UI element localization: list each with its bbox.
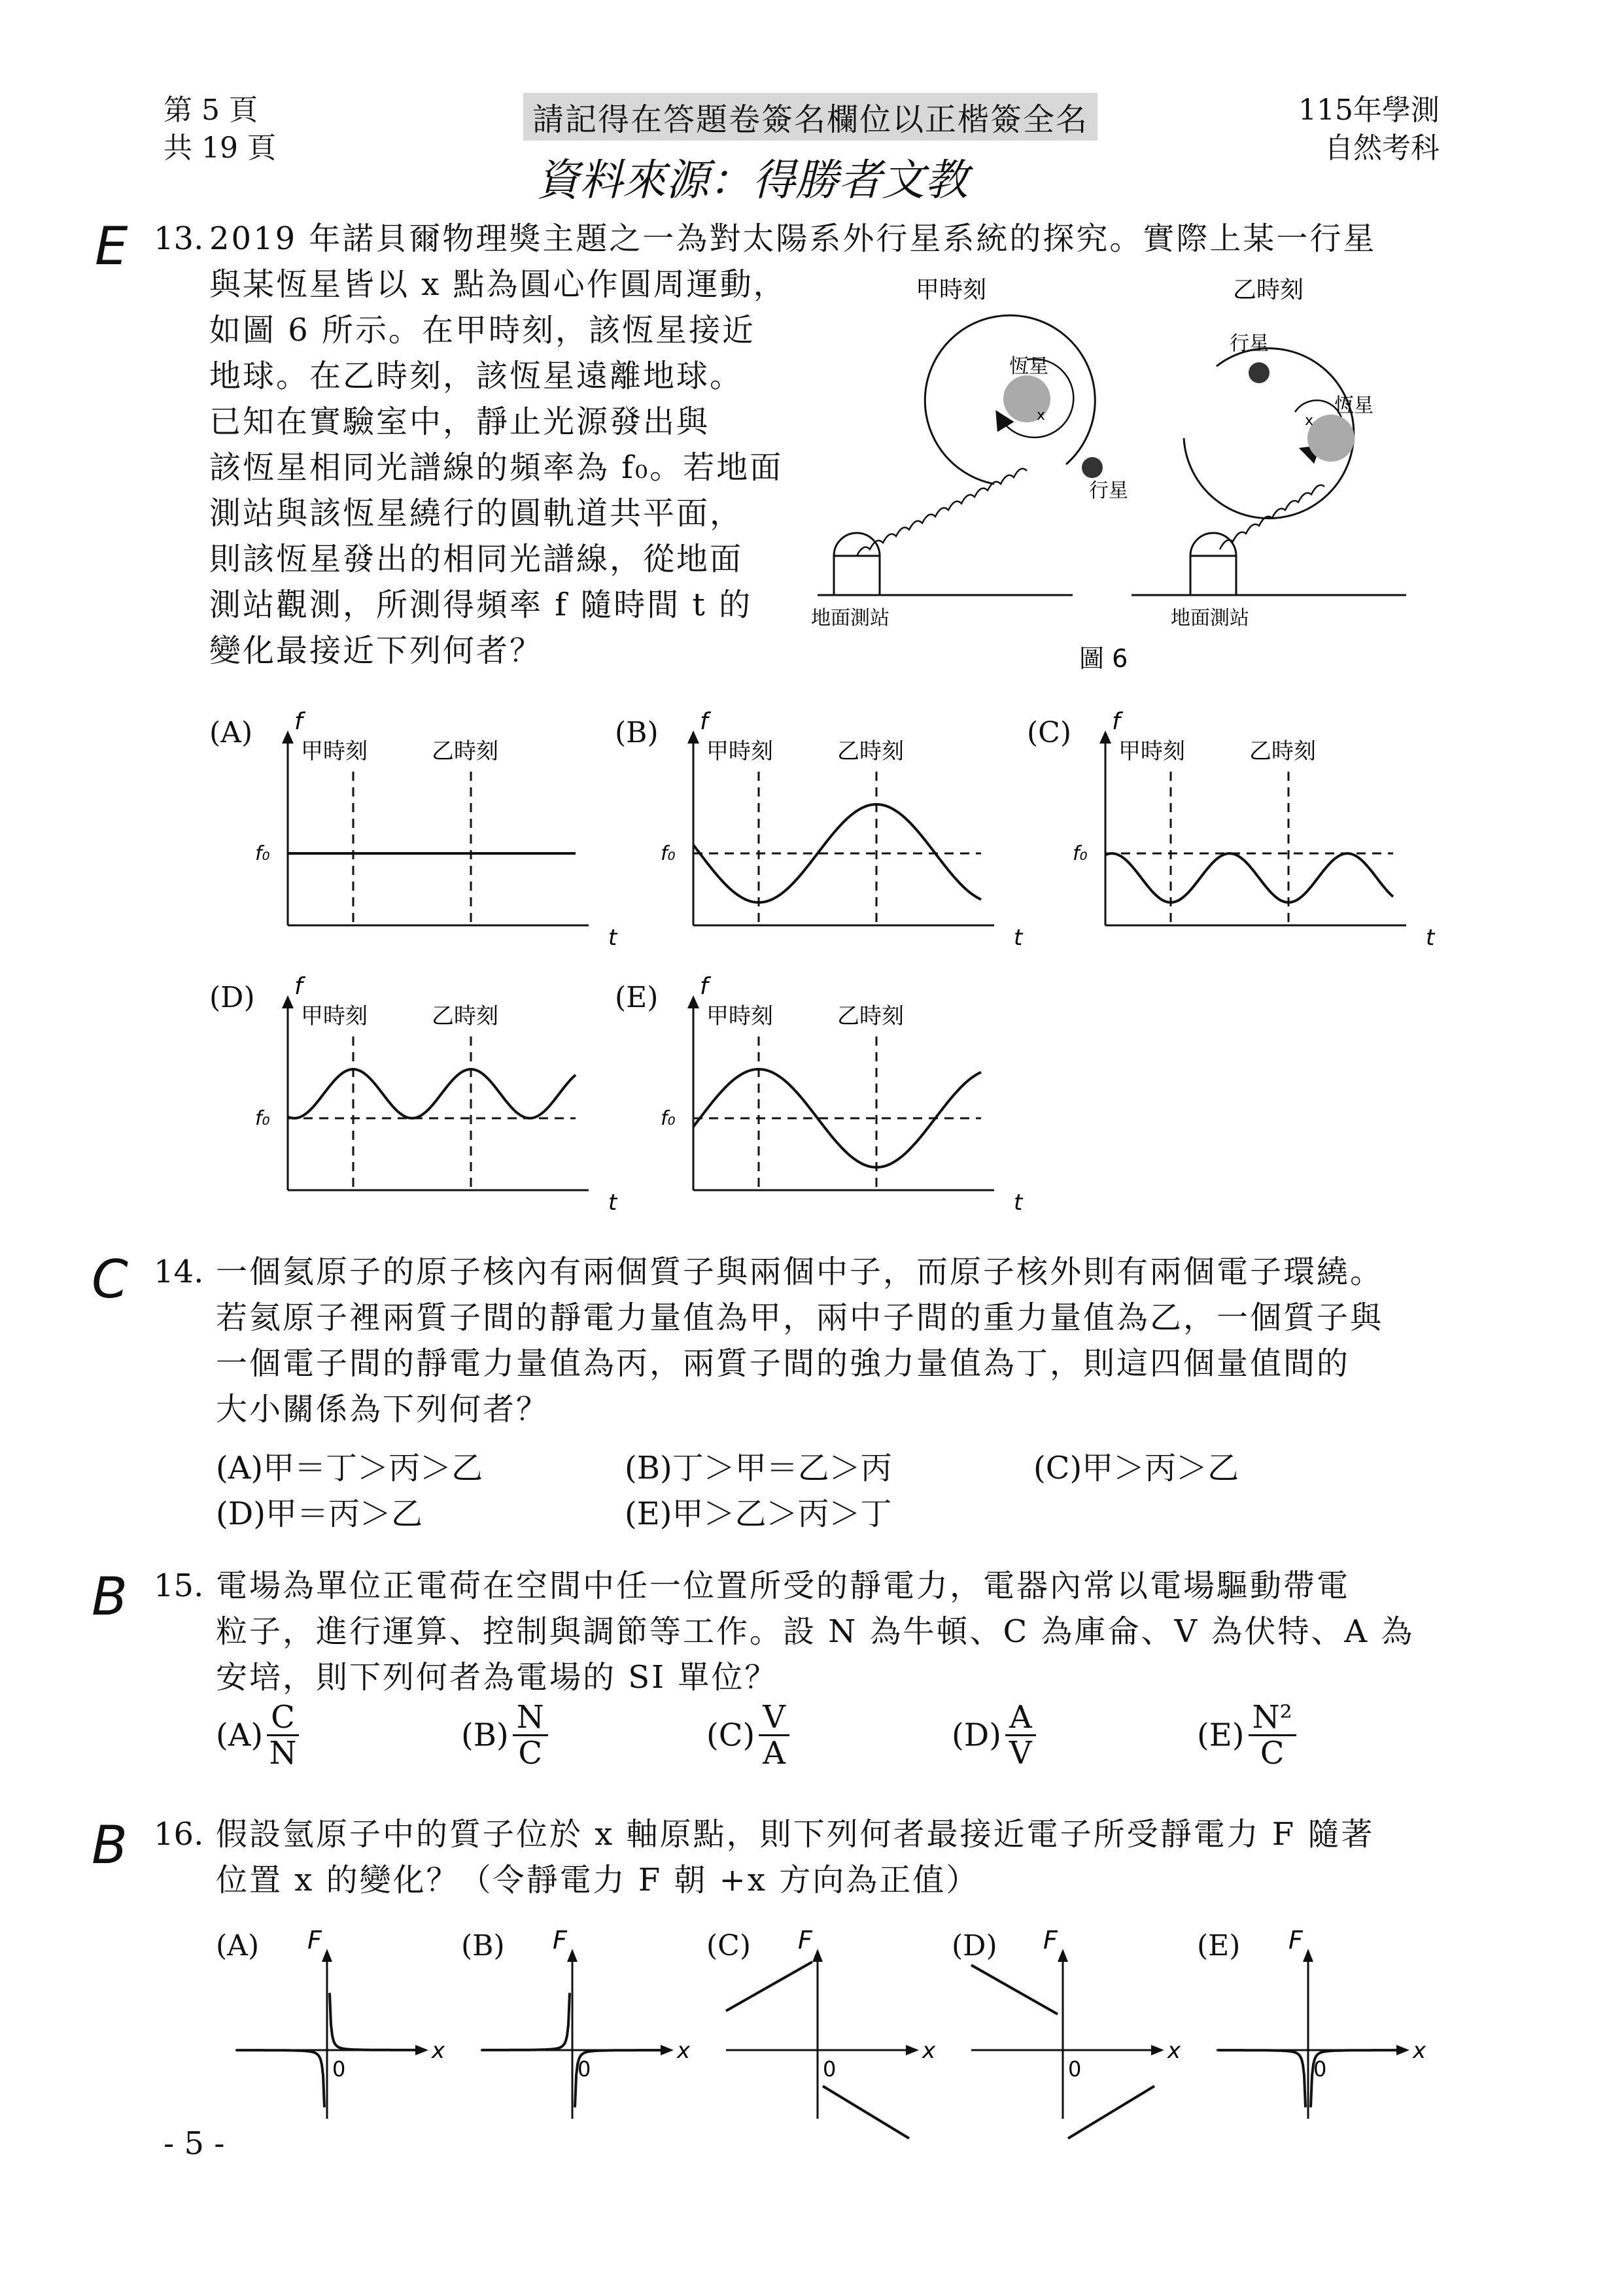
q14-stem-line: 若氦原子裡兩質子間的靜電力量值為甲，兩中子間的重力量值為乙，一個質子與 [216, 1299, 1384, 1336]
q13-stem-line: 該恆星相同光譜線的頻率為 f₀。若地面 [209, 449, 784, 486]
q13-graph-d [255, 973, 634, 1216]
page-total: 共 19 頁 [164, 131, 276, 165]
F-axis-label: F [1288, 1926, 1303, 1955]
x-axis-arrow [906, 2045, 919, 2055]
frequency-curve [288, 1069, 576, 1118]
fig6-right-title: 乙時刻 [1233, 277, 1304, 303]
q15-stem-line: 粒子，進行運算、控制與調節等工作。設 N 為牛頓、C 為庫侖、V 為伏特、A 為 [216, 1613, 1415, 1650]
q13-stem-line: 已知在實驗室中，靜止光源發出與 [209, 403, 710, 440]
F-axis-label: F [798, 1926, 812, 1955]
q15-number: 15. [154, 1568, 204, 1604]
F-axis-arrow [1303, 1949, 1313, 1962]
q13-stem-line: 變化最接近下列何者？ [209, 632, 544, 669]
fraction-numerator: C [267, 1700, 299, 1736]
fig6-right-light-wave [1220, 485, 1324, 549]
q14-number: 14. [154, 1254, 204, 1290]
fig6-right-star [1307, 415, 1355, 462]
q15-stem-block [216, 1563, 1414, 1700]
y-axis-arrow [282, 995, 294, 1008]
q15-option-d[interactable] [952, 1700, 1036, 1770]
page-indicator [164, 92, 276, 167]
q16-graph-b [474, 1926, 691, 2125]
fraction-denominator: C [518, 1735, 543, 1772]
q15-option-a[interactable] [216, 1700, 299, 1770]
q15-option-b[interactable] [461, 1700, 548, 1770]
f0-label: f₀ [1073, 842, 1088, 865]
option-label: (A) [216, 1717, 264, 1754]
force-curve-left [1218, 2050, 1305, 2107]
unit-fraction [267, 1700, 299, 1770]
q13-option-b[interactable]: (B) [615, 716, 659, 749]
q13-answer-mark: E [95, 216, 128, 277]
t2-label: 乙時刻 [837, 1003, 904, 1029]
fig6-left-title: 甲時刻 [916, 277, 987, 303]
t-axis-label: t [1014, 925, 1023, 951]
force-line-left [971, 1965, 1058, 2014]
x-axis-label: x [432, 2038, 445, 2064]
exam-year: 115年學測 [1298, 94, 1440, 127]
F-axis-arrow [567, 1949, 578, 1962]
origin-label: 0 [578, 2057, 591, 2082]
force-curve-right [330, 1993, 417, 2050]
exam-subject: 自然考科 [1324, 131, 1440, 165]
y-axis-arrow [687, 730, 699, 744]
t1-label: 甲時刻 [706, 1003, 773, 1029]
fig6-left-observatory [834, 533, 880, 595]
F-axis-arrow [1058, 1949, 1068, 1962]
t-axis-label: t [608, 1190, 617, 1216]
F-axis-label: F [553, 1926, 567, 1955]
y-axis-arrow [1099, 730, 1111, 744]
fraction-denominator: N [269, 1735, 297, 1772]
force-curve-left [482, 1993, 570, 2050]
y-axis-arrow [687, 995, 699, 1008]
f0-label: f₀ [661, 1107, 676, 1130]
fig6-right-planet [1249, 362, 1270, 383]
q16-graph-a [229, 1926, 445, 2125]
t1-label: 甲時刻 [301, 738, 368, 764]
fraction-numerator: N [513, 1700, 548, 1736]
q16-stem-block [216, 1811, 1374, 1903]
F-axis-arrow [812, 1949, 823, 1962]
t1-label: 甲時刻 [706, 738, 773, 764]
f0-label: f₀ [255, 842, 270, 865]
t2-label: 乙時刻 [1249, 738, 1316, 764]
page-number-footer: - 5 - [164, 2125, 225, 2162]
q13-stem-line: 地球。在乙時刻，該恆星遠離地球。 [209, 358, 744, 394]
force-line-right [1068, 2086, 1154, 2138]
q14-option-e[interactable]: (E)甲＞乙＞丙＞丁 [625, 1496, 892, 1532]
signature-notice: 請記得在答題卷簽名欄位以正楷簽全名 [523, 93, 1097, 141]
q13-number: 13. [154, 220, 204, 257]
q16-stem-line: 假設氫原子中的質子位於 x 軸原點，則下列何者最接近電子所受靜電力 F 隨著 [216, 1816, 1375, 1853]
q13-option-a[interactable]: (A) [209, 716, 253, 749]
fig6-left-station-label: 地面測站 [811, 607, 890, 630]
force-line-right [823, 2086, 909, 2138]
page-current: 第 5 頁 [164, 94, 258, 127]
f-axis-label: f [294, 708, 303, 735]
q14-answer-mark: C [92, 1249, 128, 1310]
fig6-caption: 圖 6 [1079, 644, 1128, 673]
q16-option-c[interactable]: (C) [706, 1929, 751, 1962]
fraction-numerator: N² [1249, 1700, 1296, 1736]
q13-stem-block [209, 262, 798, 674]
option-label: (E) [1197, 1717, 1245, 1754]
q15-stem-line: 電場為單位正電荷在空間中任一位置所受的靜電力，電器內常以電場驅動帶電 [216, 1568, 1351, 1604]
q14-option-d[interactable]: (D)甲＝丙＞乙 [216, 1496, 423, 1532]
fig6-right-planet-label: 行星 [1230, 332, 1269, 355]
f-axis-label: f [294, 973, 303, 1000]
q13-stem-line: 2019 年諾貝爾物理獎主題之一為對太陽系外行星系統的探究。實際上某一行星 [209, 220, 1377, 257]
y-axis-arrow [282, 730, 294, 744]
q13-graph-e [661, 973, 1040, 1216]
origin-label: 0 [1068, 2057, 1082, 2082]
origin-label: 0 [1313, 2057, 1327, 2082]
q13-option-d[interactable]: (D) [209, 981, 255, 1014]
f-axis-label: f [700, 973, 708, 1000]
fig6-right-observatory [1190, 533, 1236, 595]
q13-stem-line: 與某恆星皆以 x 點為圓心作圓周運動， [209, 266, 787, 303]
x-axis-label: x [922, 2038, 936, 2064]
t-axis-label: t [608, 925, 617, 951]
t2-label: 乙時刻 [432, 1003, 498, 1029]
x-axis-label: x [677, 2038, 691, 2064]
fig6-left-planet-label: 行星 [1089, 479, 1128, 502]
f-axis-label: f [700, 708, 708, 735]
figure-6 [798, 268, 1439, 687]
fraction-denominator: V [1009, 1735, 1032, 1772]
fraction-numerator: A [1005, 1700, 1036, 1736]
fig6-left-light-wave [857, 469, 1027, 556]
q16-graph-c [719, 1926, 936, 2125]
q16-stem-line: 位置 x 的變化？（令靜電力 F 朝 +x 方向為正值） [216, 1862, 980, 1898]
q15-stem-line: 安培，則下列何者為電場的 SI 單位？ [216, 1659, 778, 1696]
option-label: (D) [952, 1717, 1001, 1754]
fig6-right-station-label: 地面測站 [1171, 607, 1249, 630]
q16-answer-mark: B [92, 1815, 128, 1876]
option-label: (C) [706, 1717, 755, 1754]
q13-graph-c [1073, 708, 1452, 951]
fraction-denominator: A [763, 1735, 786, 1772]
t2-label: 乙時刻 [432, 738, 498, 764]
fig6-left-center: x [1037, 407, 1046, 424]
q14-option-b[interactable]: (B)丁＞甲＝乙＞丙 [625, 1450, 892, 1486]
q14-option-a[interactable]: (A)甲＝丁＞丙＞乙 [216, 1450, 483, 1486]
fig6-left-planet [1082, 457, 1103, 478]
force-line-left [726, 1962, 812, 2011]
q15-option-c[interactable] [706, 1700, 789, 1770]
t1-label: 甲時刻 [301, 1003, 368, 1029]
q13-stem-line: 如圖 6 所示。在甲時刻，該恆星接近 [209, 312, 756, 349]
fraction-denominator: C [1260, 1735, 1285, 1772]
force-curve-left [237, 2050, 324, 2107]
q13-graph-a [255, 708, 634, 951]
q16-graph-d [965, 1926, 1181, 2125]
F-axis-label: F [307, 1926, 322, 1955]
f0-label: f₀ [255, 1107, 270, 1130]
unit-fraction [1005, 1700, 1036, 1770]
q13-graph-b [661, 708, 1040, 951]
q16-option-e[interactable]: (E) [1197, 1929, 1241, 1962]
q16-option-a[interactable]: (A) [216, 1929, 260, 1962]
t2-label: 乙時刻 [837, 738, 904, 764]
q14-stem-line: 一個電子間的靜電力量值為丙，兩質子間的強力量值為丁，則這四個量值間的 [216, 1345, 1351, 1382]
F-axis-arrow [322, 1949, 332, 1962]
fig6-right-star-label: 恆星 [1334, 394, 1373, 417]
x-axis-label: x [1413, 2038, 1426, 2064]
x-axis-arrow [1151, 2045, 1164, 2055]
q16-number: 16. [154, 1816, 204, 1853]
f-axis-label: f [1112, 708, 1120, 735]
q16-option-d[interactable]: (D) [952, 1929, 997, 1962]
unit-fraction [759, 1700, 789, 1770]
fig6-right-center: x [1305, 413, 1314, 429]
frequency-curve [1105, 853, 1393, 902]
q13-stem-line: 則該恆星發出的相同光譜線，從地面 [209, 541, 744, 577]
q13-option-e[interactable]: (E) [615, 981, 659, 1014]
q14-stem-line: 一個氦原子的原子核內有兩個質子與兩個中子，而原子核外則有兩個電子環繞。 [216, 1254, 1384, 1290]
q16-graph-e [1210, 1926, 1426, 2125]
q16-option-b[interactable]: (B) [461, 1929, 505, 1962]
q14-stem-block [216, 1249, 1383, 1432]
f0-label: f₀ [661, 842, 676, 865]
option-label: (B) [461, 1717, 509, 1754]
t1-label: 甲時刻 [1118, 738, 1185, 764]
unit-fraction [513, 1700, 548, 1770]
F-axis-label: F [1043, 1926, 1058, 1955]
t-axis-label: t [1014, 1190, 1023, 1216]
origin-label: 0 [823, 2057, 837, 2082]
t-axis-label: t [1426, 925, 1435, 951]
fraction-numerator: V [759, 1700, 789, 1736]
q13-stem-line: 測站與該恆星繞行的圓軌道共平面， [209, 495, 744, 532]
unit-fraction [1249, 1700, 1296, 1770]
fig6-left-star-label: 恆星 [1009, 355, 1048, 378]
handwritten-source-note: 資料來源：得勝者文教 [536, 155, 968, 205]
exam-info [1298, 92, 1440, 167]
x-axis-label: x [1167, 2038, 1181, 2064]
q15-option-e[interactable] [1197, 1700, 1296, 1770]
q13-option-c[interactable]: (C) [1027, 716, 1071, 749]
q14-stem-line: 大小關係為下列何者？ [216, 1391, 550, 1428]
q14-option-c[interactable]: (C)甲＞丙＞乙 [1033, 1450, 1239, 1486]
q13-stem-line: 測站觀測，所測得頻率 f 隨時間 t 的 [209, 587, 753, 623]
origin-label: 0 [332, 2057, 346, 2082]
q15-answer-mark: B [92, 1566, 128, 1627]
